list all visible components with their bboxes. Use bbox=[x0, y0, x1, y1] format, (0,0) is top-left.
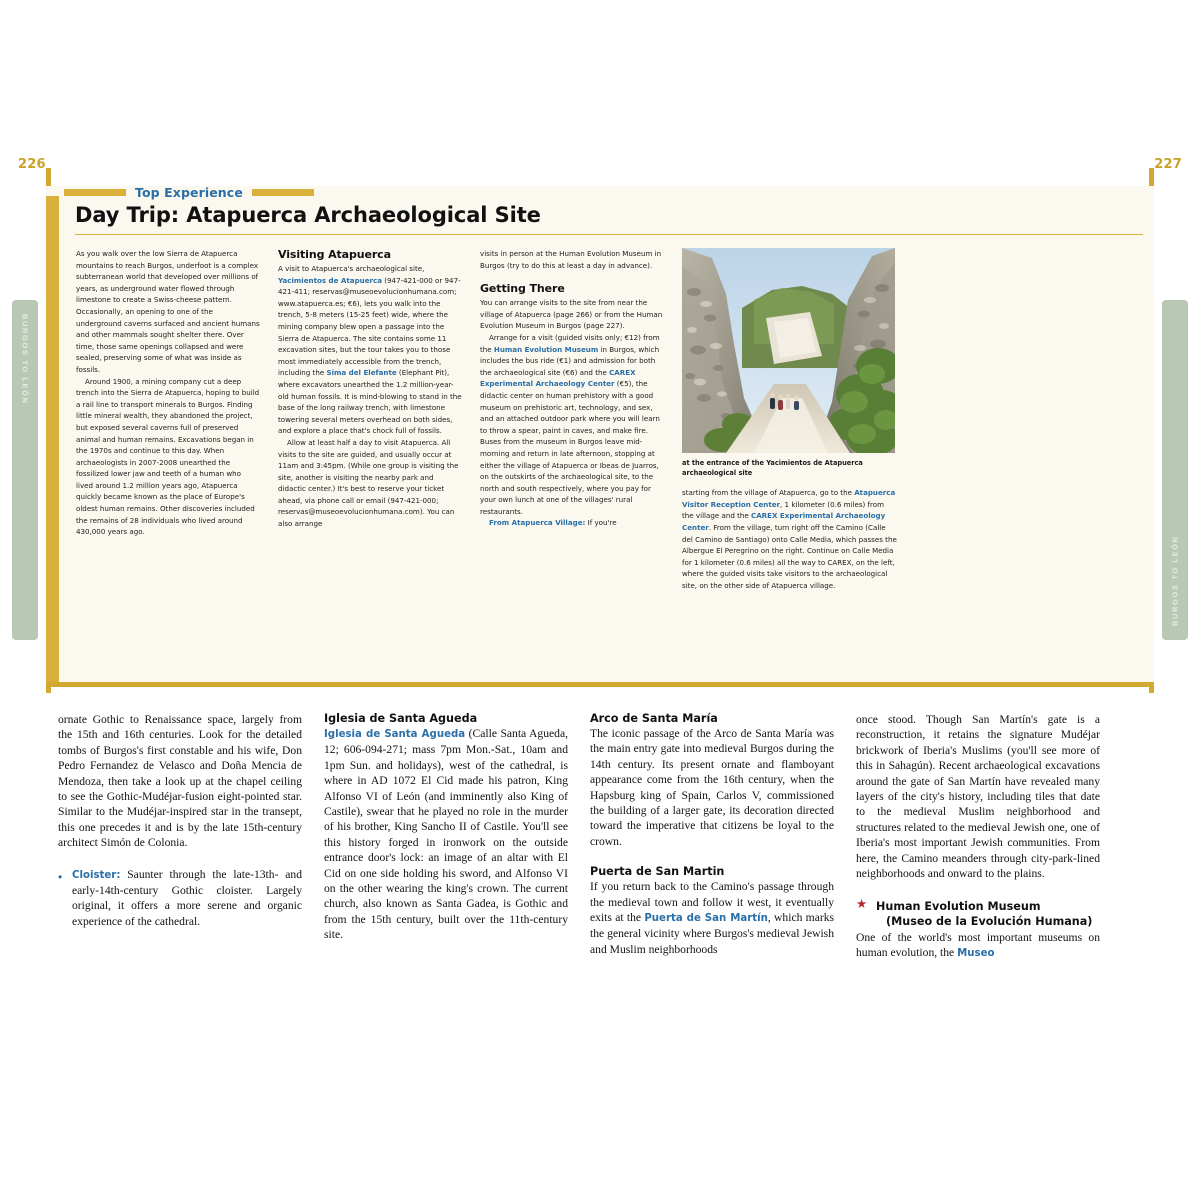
c4-p1-mid: , 1 kilometer (0.6 miles) from the village and the bbox=[682, 499, 885, 521]
body-column-1 bbox=[58, 712, 302, 962]
museo-link[interactable]: Museo bbox=[957, 948, 995, 960]
cloister-label[interactable]: Cloister: bbox=[72, 869, 121, 881]
getting-there-heading: Getting There bbox=[480, 282, 565, 296]
eyebrow-dash-right bbox=[252, 189, 314, 196]
feature-c4-para-1 bbox=[682, 487, 897, 591]
feature-column-1 bbox=[76, 248, 260, 592]
thumb-tab-right-label: BURGOS TO LEÓN bbox=[1170, 535, 1180, 626]
body-column-2 bbox=[324, 712, 568, 962]
photo-artwork bbox=[682, 248, 895, 453]
iglesia-santa-agueda-heading: Iglesia de Santa Agueda bbox=[324, 712, 478, 725]
feature-column-4 bbox=[682, 248, 897, 592]
carex-center-link[interactable]: CAREX Experimental Archaeology Center bbox=[480, 367, 636, 389]
body-c2-para-1 bbox=[324, 726, 568, 943]
body-column-3 bbox=[590, 712, 834, 962]
cloister-bullet bbox=[58, 867, 302, 930]
c2-body-text: (Calle Santa Agueda, 12; 606-094-271; mass 7pm Mon.-Sat., 10am and 1pm Sun. and holidays), west of the cathedral, is where in AD 1072 El Cid made his patron, King Alfonso VI of León (and imminently also King of Castile), swear that he played no role in the murder of his brother, King Sancho II of Castile. You'll see this history forged in ironwork on the outside entrance door's lock: an image of an altar with El Cid on one side holding his sword, and Alfonso VI on the other wearing the king's crown. The current church, also known as Santa Gadea, is Gothic and from the 15th century, built over the 11th-century site. bbox=[324, 727, 568, 942]
eyebrow-dash-left bbox=[64, 189, 126, 196]
feature-title: Day Trip: Atapuerca Archaeological Site bbox=[75, 203, 541, 227]
thumb-tab-left bbox=[12, 300, 38, 640]
page-number-right: 227 bbox=[1154, 157, 1182, 172]
feature-c1-para-1: As you walk over the low Sierra de Atapuerca mountains to reach Burgos, underfoot is a complex subterranean world that developed over millions of years, as underground water flowed through limestone to create a Swiss-cheese pattern. Occasionally, an opening to one of the underground caverns surfaced and ancient humans and other mammals sought shelter there. Over time, those same openings collapsed and were sealed, preserving some of what was inside as fossils. bbox=[76, 249, 260, 374]
body-c1-bullet-para bbox=[72, 867, 302, 930]
top-experience-eyebrow bbox=[64, 184, 314, 200]
c4-body-pre: One of the world's most important museums on human evolution, the bbox=[856, 930, 1100, 960]
body-c3-para-2 bbox=[590, 879, 834, 957]
puerta-san-martin-link[interactable]: Puerta de San Martín bbox=[644, 913, 768, 925]
feature-c2-para-1 bbox=[278, 263, 462, 437]
visitor-reception-center-link[interactable]: Atapuerca Visitor Reception Center bbox=[682, 488, 896, 509]
c2-p1-pre: A visit to Atapuerca's archaeological site, bbox=[278, 264, 425, 273]
feature-columns bbox=[76, 248, 1142, 592]
human-evolution-museum-heading bbox=[856, 897, 1100, 930]
star-icon: ★ bbox=[856, 897, 868, 912]
c3-p3-post: If you're bbox=[585, 518, 617, 528]
feature-column-2 bbox=[278, 248, 462, 592]
star-heading-text bbox=[876, 900, 1100, 930]
arco-santa-maria-heading: Arco de Santa María bbox=[590, 712, 718, 725]
photo-caption: at the entrance of the Yacimientos de Atapuerca archaeological site bbox=[682, 459, 863, 477]
feature-accent-bar bbox=[46, 196, 59, 682]
thumb-tab-left-label: BURGOS TO LEÓN bbox=[20, 314, 30, 405]
feature-c2-para-2: Allow at least half a day to visit Atapuerca. All visits to the site are guided, and usually occur at 11am and 3:45pm. (While one group is visiting the site, another is visiting the nearby park and didactic center.) It's best to reserve your ticket ahead, via phone call or email (947-421-000; reservas@museoevolucionhumana.com). You can also arrange bbox=[278, 437, 459, 529]
feature-c1-para-2: Around 1900, a mining company cut a deep trench into the Sierra de Atapuerca, hoping to build a rail line to transport minerals to Burgos. Finding little mineral wealth, they abandoned the project, but exposed several caverns full of preserved animal and human remains. Excavations began in the 1970s and continue to this day. When archaeologists in 2007-2008 unearthed the fossilized lower jaw and teeth of a human who lived around 1.2 million years ago, Atapuerca quickly became known as the place of Europe's oldest human remains. Other discoveries included the remains of 28 individuals who lived around 430,000 years ago. bbox=[76, 376, 260, 537]
iglesia-santa-agueda-link[interactable]: Iglesia de Santa Agueda bbox=[324, 729, 466, 740]
body-c3-para-1: The iconic passage of the Arco de Santa María was the main entry gate into medieval Burgos during the 14th century. Its present ornate and flamboyant appearance come from the 16th century, when the Hapsburg king of Spain, Carlos V, commissioned the building of a larger gate, its decoration directed toward the imperative that citizens be loyal to the crown. bbox=[590, 727, 834, 848]
atapuerca-trench-photo bbox=[682, 248, 895, 453]
feature-column-3 bbox=[480, 248, 664, 592]
body-c4-para-2 bbox=[856, 930, 1100, 962]
puerta-san-martin-heading: Puerta de San Martin bbox=[590, 865, 725, 879]
star-heading-sub: (Museo de la Evolución Humana) bbox=[886, 915, 1093, 929]
c3-p2-mid: in Burgos, which includes the bus ride (€1) and admission for both the archaeological site (€6) and the bbox=[480, 344, 660, 377]
c3-p2-pre: Arrange for a visit (guided visits only; €12) from the bbox=[480, 332, 660, 354]
c2-p1-post: (947-421-000 or 947-421-411; reservas@museoevolucionhumana.com; www.atapuerca.es; €6), lets you walk into the trench, 5-8 meters (15-25 feet) wide, where the mining company blew open a passage into the Sierra de Atapuerca. The site contains some 11 excavation sites, but the tour takes you to those most immediately accessible from the trench, including the bbox=[278, 275, 461, 378]
c3-p2-post: (€5), the didactic center on human prehistory with a good museum on prehistoric art, technology, and sex, and an attached outdoor park where you will learn to throw a spear, paint in caves, and make fire. Buses from the museum in Burgos leave mid-morning and return in late afternoon, stopping at either the village of Atapuerca or Ibeas de Juarros, on the outskirts of the archaeological site, to the north and south respectively, where you pay for your own lunch at one of the villages' rural restaurants. bbox=[480, 379, 660, 516]
eyebrow-label: Top Experience bbox=[135, 184, 243, 200]
feature-c3-para-0: visits in person at the Human Evolution Museum in Burgos (try to do this at least a day in advance). bbox=[480, 249, 662, 270]
feature-c3-para-1: You can arrange visits to the site from near the village of Atapuerca (page 266) or from the Human Evolution Museum in Burgos (page 227). bbox=[480, 298, 663, 331]
bullet-dot-icon: • bbox=[58, 869, 63, 884]
feature-c4-text bbox=[682, 487, 897, 591]
c2-p1-post2: (Elephant Pit), where excavators unearthed the 1.2 million-year-old human fossils. It is mind-blowing to stand in the base of the long railway trench, with limestone towering several meters overhead on both sides, and explore a place that's chock full of fossils. bbox=[278, 368, 462, 436]
star-heading-main: Human Evolution Museum bbox=[876, 900, 1041, 914]
c3-body-post: , which marks the general vicinity where Burgos's medieval Jewish and Muslim neighborhoods bbox=[590, 911, 835, 956]
carex-center-link-2[interactable]: CAREX Experimental Archaeology Center bbox=[682, 511, 886, 532]
feature-title-rule bbox=[75, 234, 1143, 235]
from-atapuerca-village-link[interactable]: From Atapuerca Village: bbox=[489, 518, 586, 528]
body-column-4 bbox=[856, 712, 1100, 962]
feature-c3-para-3 bbox=[480, 517, 664, 529]
sima-del-elefante-link[interactable]: Sima del Elefante bbox=[326, 368, 397, 378]
feature-c3-para-2 bbox=[480, 332, 664, 518]
thumb-tab-right bbox=[1162, 300, 1188, 640]
page-number-left: 226 bbox=[18, 157, 46, 172]
body-c1-para-1: ornate Gothic to Renaissance space, largely from the 15th and 16th centuries. Look for the detailed tombs of Burgos's first constable and his wife, Don Pedro Fernandez de Velasco and Doña Mencia de Mendoza, then take a look up at the chapel ceiling to see the Gothic-Mudéjar-fusion eight-pointed star. Similar to the Mudéjar-inspired star in the transept, this one precedes it and is by the late 15th-century architect Simón de Colonia. bbox=[58, 713, 302, 850]
c4-p1-post: . From the village, turn right off the Camino (Calle del Camino de Santiago) onto Calle Media, which passes the Albergue El Peregrino on the right. Continue on Calle Media for 1 kilometer (0.6 miles) all the way to CAREX, on the left, where the guided visits take visitors to the archaeological site, on the other side of Atapuerca village. bbox=[682, 522, 897, 590]
human-evolution-museum-link[interactable]: Human Evolution Museum bbox=[493, 344, 599, 354]
yacimientos-link[interactable]: Yacimientos de Atapuerca bbox=[278, 275, 383, 285]
c4-p1-pre: starting from the village of Atapuerca, go to the bbox=[682, 488, 855, 498]
visiting-atapuerca-heading: Visiting Atapuerca bbox=[278, 248, 391, 261]
body-columns bbox=[58, 712, 1148, 962]
cloister-text: Saunter through the late-13th- and early-14th-century Gothic cloister. Largely original, it offers a more serene and organic experience of the cathedral. bbox=[72, 867, 302, 928]
body-c4-para-1: once stood. Though San Martín's gate is a reconstruction, it retains the signature Mudéjar brickwork of Iberia's Muslims (you'll see more of this in Sahagún). Recent archaeological excavations around the gate of San Martín have revealed many layers of the city's history, including tiles that date to the medieval Muslim neighborhood and structures related to the medieval Jewish one, one of Iberia's most important Jewish communities. From here, the Camino meanders through city-park-lined neighborhoods and onward to the plains. bbox=[856, 713, 1100, 881]
c3-body-pre: If you return back to the Camino's passage through the medieval town and follow it west, it eventually exits at the bbox=[590, 880, 834, 925]
